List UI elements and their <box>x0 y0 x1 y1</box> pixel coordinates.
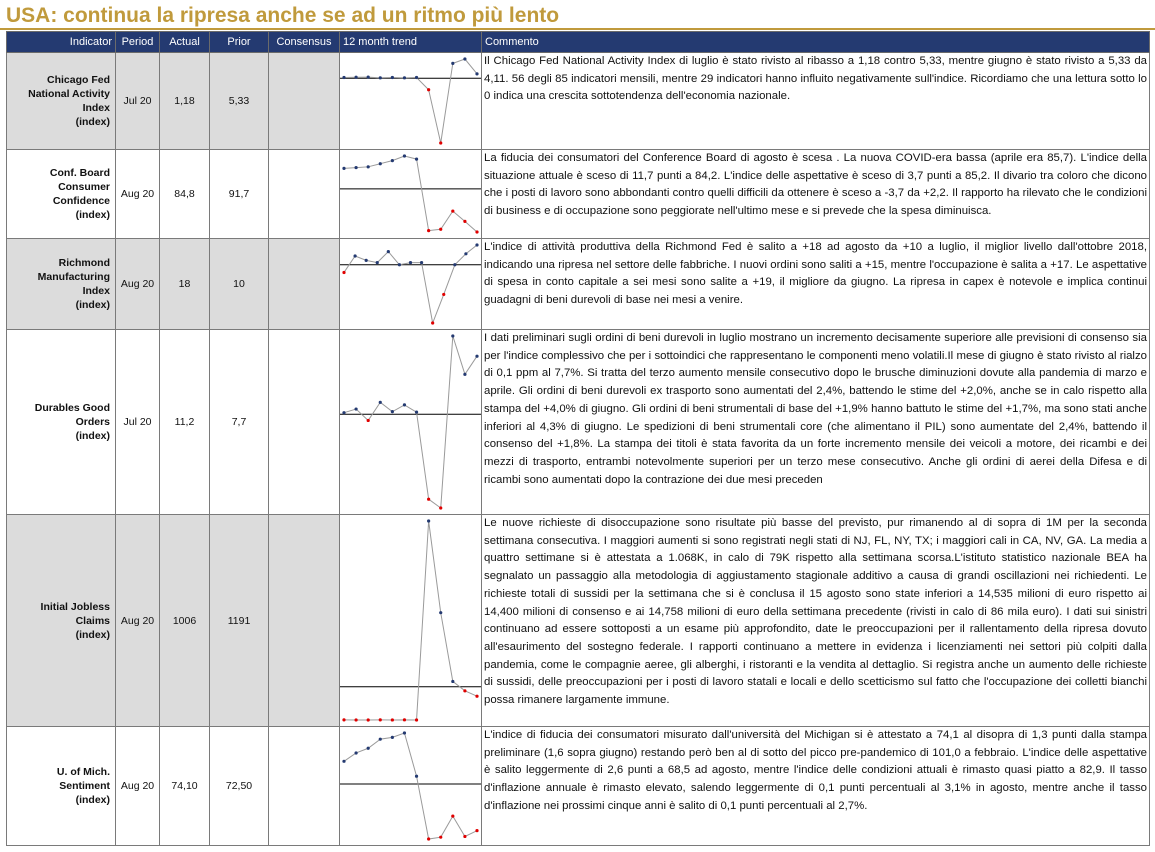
actual-cell: 84,8 <box>160 150 210 239</box>
trend-point <box>475 230 478 233</box>
trend-point <box>342 411 345 414</box>
trend-point <box>403 76 406 79</box>
actual-cell: 1,18 <box>160 53 210 150</box>
trend-point <box>475 695 478 698</box>
trend-point <box>427 498 430 501</box>
table-row <box>7 515 1150 727</box>
period-cell: Jul 20 <box>116 330 160 515</box>
trend-point <box>420 261 423 264</box>
header-indicator: Indicator <box>7 32 116 53</box>
header-actual: Actual <box>160 32 210 53</box>
trend-point <box>463 373 466 376</box>
trend-point <box>354 718 357 721</box>
trend-point <box>451 680 454 683</box>
consensus-cell <box>269 330 340 515</box>
period-cell: Aug 20 <box>116 727 160 846</box>
trend-line <box>344 245 477 323</box>
trend-point <box>463 220 466 223</box>
trend-point <box>451 210 454 213</box>
table-row <box>7 239 1150 330</box>
trend-point <box>354 76 357 79</box>
trend-point <box>376 261 379 264</box>
trend-chart <box>340 150 482 239</box>
trend-point <box>342 760 345 763</box>
trend-chart <box>340 53 482 150</box>
header-consensus: Consensus <box>269 32 340 53</box>
trend-point <box>354 166 357 169</box>
trend-point <box>453 263 456 266</box>
comment-cell: Il Chicago Fed National Activity Index di luglio è stato rivisto al ribasso a 1,18 contro 5,33, mentre giugno è stato rivisto a 5,33 da 4,11. 56 degli 85 indicatori mensili, mentre 29 indicatori hanno influito negativamente sull'indice. Ricordiamo che una lettura sotto lo 0 indica una crescita sottotendenza dell'economia nazionale. <box>482 53 1150 150</box>
trend-point <box>439 836 442 839</box>
trend-point <box>415 718 418 721</box>
prior-cell: 5,33 <box>210 53 269 150</box>
trend-point <box>439 611 442 614</box>
trend-point <box>379 401 382 404</box>
trend-point <box>391 718 394 721</box>
prior-cell: 72,50 <box>210 727 269 846</box>
table-row <box>7 727 1150 846</box>
trend-line <box>344 59 477 143</box>
indicators-table <box>6 31 1150 846</box>
trend-point <box>463 689 466 692</box>
trend-point <box>379 718 382 721</box>
sparkline <box>340 330 481 514</box>
indicator-name: Richmond Manufacturing Index (index) <box>7 239 116 330</box>
trend-point <box>403 718 406 721</box>
trend-point <box>391 736 394 739</box>
comment-cell: I dati preliminari sugli ordini di beni durevoli in luglio mostrano un incremento decisamente superiore alle previsioni di consenso sia per l'indice complessivo che per i sottoindici che rappresentano le componenti meno volatili.Il mese di giugno è stato rivisto al rialzo di 0,1 ppm al 7,7%. Si tratta del terzo aumento mensile consecutivo dopo le brusche diminuzioni dovute alla pandemia di marzo e aprile. Gli ordini di beni durevoli ex trasporto sono aumentati del 2,4%, battendo le stime del +2,0%, anche se in calo rispetto alla stampa del +4,0% di giugno. Gli ordini di beni strumentali di base del +1,9% hanno battuto le stime del +1,7%, ma sono stati anche inferiori al 4,3% di giugno. Le spedizioni di beni strumentali core (che alimentano il PIL) sono aumentate del 2,4%, battendo il consenso del +1,8%. La stampa dei titoli è stata favorita da un forte incremento mensile dei veicoli a motore, dei ricambi e dei mezzi di trasporto, entrambi notevolmente superiori per un terzo mese consecutivo. Anche gli ordini di aerei della Difesa e di ricambi sono aumentati dopo la contrazione dei due mesi preceden <box>482 330 1150 515</box>
consensus-cell <box>269 239 340 330</box>
sparkline <box>340 515 481 726</box>
trend-point <box>398 263 401 266</box>
sparkline <box>340 150 481 238</box>
trend-point <box>475 72 478 75</box>
trend-chart <box>340 515 482 727</box>
trend-point <box>475 829 478 832</box>
trend-point <box>475 355 478 358</box>
trend-point <box>403 403 406 406</box>
indicator-name: Chicago Fed National Activity Index (index) <box>7 53 116 150</box>
trend-point <box>367 165 370 168</box>
trend-point <box>464 252 467 255</box>
trend-point <box>367 76 370 79</box>
trend-chart <box>340 239 482 330</box>
trend-point <box>415 411 418 414</box>
title-underline <box>0 28 1155 30</box>
indicator-name: U. of Mich. Sentiment (index) <box>7 727 116 846</box>
trend-point <box>475 243 478 246</box>
trend-point <box>463 835 466 838</box>
trend-point <box>367 747 370 750</box>
trend-point <box>353 254 356 257</box>
trend-point <box>442 293 445 296</box>
trend-point <box>427 837 430 840</box>
trend-point <box>379 738 382 741</box>
trend-line <box>344 521 477 720</box>
comment-cell: L'indice di attività produttiva della Richmond Fed è salito a +18 ad agosto da +10 a luglio, il miglior livello dall'ottobre 2018, indicando una ripresa nel settore delle fabbriche. I nuovi ordini sono saliti a +15, mentre l'occupazione è salita a +17. Le aspettative di spesa in conto capitale a sei mesi sono salite a +19, il migliore da giugno. La ripresa in capex è notevole e implica continui guadagni di beni durevoli di base nei mesi a venire. <box>482 239 1150 330</box>
prior-cell: 10 <box>210 239 269 330</box>
sparkline <box>340 239 481 329</box>
comment-cell: L'indice di fiducia dei consumatori misurato dall'università del Michigan si è attestato a 74,1 al disopra di 1,3 punti dalla stampa preliminare (1,6 sopra giugno) restando però ben al di sotto del picco pre-pandemico di 101,0 a febbraio. L'indice delle aspettative è salito leggermente di 2,6 punti a 68,5 ad agosto, mentre l'indice delle condizioni attuali è rimasto quasi piatto a 82,9. Il tasso d'inflazione annuale è rimasto elevato, salendo leggermente di 0,1 punti percentuali al 3,1% in agosto, mentre anche il tasso d'inflazione nei prossimi cinque anni è salito di 0,1 punti percentuali al 2,7%. <box>482 727 1150 846</box>
trend-point <box>431 321 434 324</box>
trend-point <box>451 815 454 818</box>
trend-line <box>344 336 477 508</box>
trend-point <box>403 154 406 157</box>
trend-point <box>415 775 418 778</box>
trend-point <box>365 259 368 262</box>
trend-line <box>344 733 477 839</box>
trend-point <box>354 407 357 410</box>
trend-point <box>427 88 430 91</box>
period-cell: Aug 20 <box>116 239 160 330</box>
table-row <box>7 150 1150 239</box>
trend-point <box>391 410 394 413</box>
trend-point <box>415 157 418 160</box>
trend-point <box>379 162 382 165</box>
prior-cell: 1191 <box>210 515 269 727</box>
table-row <box>7 53 1150 150</box>
header-row <box>7 32 1150 53</box>
trend-point <box>391 76 394 79</box>
period-cell: Aug 20 <box>116 515 160 727</box>
header-prior: Prior <box>210 32 269 53</box>
indicator-name: Conf. Board Consumer Confidence (index) <box>7 150 116 239</box>
consensus-cell <box>269 150 340 239</box>
sparkline <box>340 727 481 845</box>
trend-point <box>367 419 370 422</box>
trend-point <box>342 76 345 79</box>
trend-point <box>427 519 430 522</box>
trend-point <box>354 751 357 754</box>
consensus-cell <box>269 727 340 846</box>
trend-point <box>342 271 345 274</box>
actual-cell: 18 <box>160 239 210 330</box>
trend-point <box>379 76 382 79</box>
page-title: USA: continua la ripresa anche se ad un ritmo più lento <box>6 4 560 27</box>
trend-point <box>391 159 394 162</box>
prior-cell: 91,7 <box>210 150 269 239</box>
trend-point <box>403 731 406 734</box>
comment-cell: Le nuove richieste di disoccupazione sono risultate più basse del previsto, pur rimanendo al di sopra di 1M per la seconda settimana consecutiva. I maggiori aumenti si sono registrati negli stati di NJ, FL, NY, TX; i maggiori cali in CA, NV, GA. La media a quattro settimane si è attestata a 1.068K, in calo di 79K rispetto alla settimana scorsa.L'istituto statistico nazionale BEA ha segnalato un passaggio alla metodologia di aggiustamento stagionale additivo a causa di grandi oscillazioni nei richiedenti. Le richieste totali di sussidi per la settimana che si è conclusa il 15 agosto sono state inferiori a 14,535 milioni di euro rispetto ai 14,400 milioni di consenso e ai 14,758 milioni di euro della settimana precedente (rivisti in calo di 86 mila euro). I dati sui sinistri continuano ad essere sottoposti a un esame più approfondito, date le preoccupazioni per il rallentamento della ripresa dovuto all'esaurimento del sostegno federale. I rapporti continuano a mettere in evidenza i licenziamenti nei settori più colpiti dalla pandemia, come le compagnie aeree, gli alberghi, i ristoranti e la vendita al dettaglio. Si registra anche un aumento delle richieste di sussidi, delle preoccupazioni per i posti di lavoro statali e locali e dello scetticismo sul fatto che l'occupazione dei colletti bianchi possa rimanere largamente immune. <box>482 515 1150 727</box>
trend-chart <box>340 330 482 515</box>
trend-point <box>342 718 345 721</box>
trend-line <box>344 156 477 232</box>
actual-cell: 74,10 <box>160 727 210 846</box>
consensus-cell <box>269 53 340 150</box>
actual-cell: 1006 <box>160 515 210 727</box>
trend-point <box>367 718 370 721</box>
trend-point <box>415 76 418 79</box>
trend-point <box>439 506 442 509</box>
indicator-name: Initial Jobless Claims (index) <box>7 515 116 727</box>
header-trend: 12 month trend <box>340 32 482 53</box>
period-cell: Aug 20 <box>116 150 160 239</box>
trend-point <box>427 229 430 232</box>
indicator-name: Durables Good Orders (index) <box>7 330 116 515</box>
consensus-cell <box>269 515 340 727</box>
trend-point <box>409 261 412 264</box>
trend-chart <box>340 727 482 846</box>
trend-point <box>463 57 466 60</box>
trend-point <box>451 334 454 337</box>
trend-point <box>342 167 345 170</box>
table-row <box>7 330 1150 515</box>
trend-point <box>439 141 442 144</box>
prior-cell: 7,7 <box>210 330 269 515</box>
trend-point <box>451 62 454 65</box>
trend-point <box>439 228 442 231</box>
comment-cell: La fiducia dei consumatori del Conference Board di agosto è scesa . La nuova COVID-era bassa (aprile era 85,7). L'indice della situazione attuale è sceso di 11,7 punti a 84,2. L'indice delle aspettative è sceso di 3,7 punti a 85,2. Il divario tra coloro che dicono che i posti di lavoro sono abbondanti contro quelli difficili da ottenere è sceso a -3,7 da +2,2. Il rapporto ha rilevato che le condizioni di business e di occupazione sono peggiorate nell'ultimo mese e si prevede che la spesa diminuisca. <box>482 150 1150 239</box>
header-period: Period <box>116 32 160 53</box>
actual-cell: 11,2 <box>160 330 210 515</box>
sparkline <box>340 53 481 149</box>
trend-point <box>387 250 390 253</box>
header-comment: Commento <box>482 32 1150 53</box>
period-cell: Jul 20 <box>116 53 160 150</box>
